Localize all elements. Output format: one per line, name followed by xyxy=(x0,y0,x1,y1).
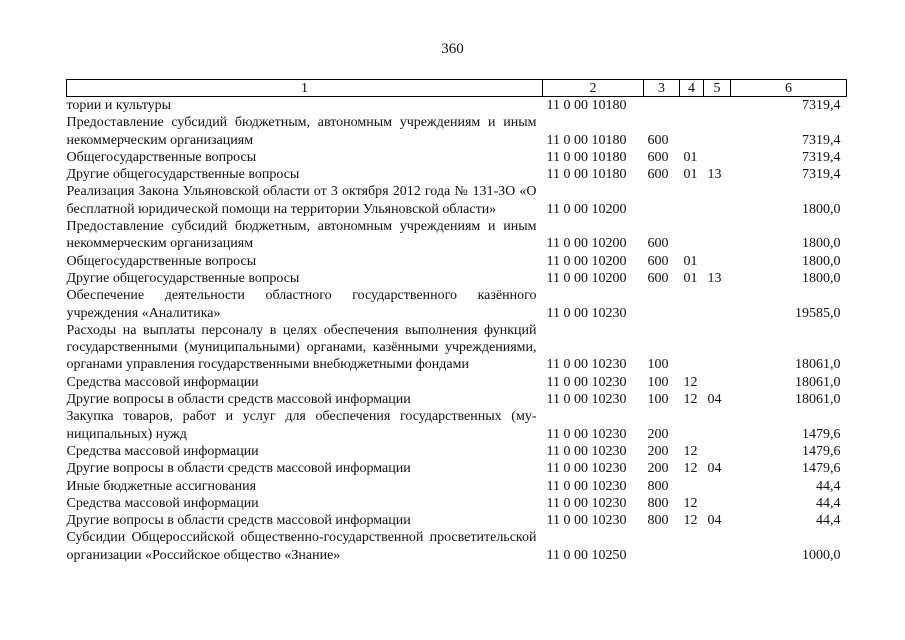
row-target-code: 11 0 00 10230 xyxy=(546,374,627,390)
row-amount: 1800,0 xyxy=(802,236,841,252)
row-name: Субсидии Общероссийской общественно-государственной просветительской организации «Российское общество «Знание» xyxy=(66,530,537,563)
row-subsection: 04 xyxy=(707,461,722,477)
row-name: Средства массовой информации xyxy=(66,495,259,511)
table-row xyxy=(67,391,847,408)
row-amount: 44,4 xyxy=(816,478,841,494)
row-section: 12 xyxy=(683,443,698,459)
row-name: Другие вопросы в области средств массовой информации xyxy=(66,461,411,477)
row-name: Предоставление субсидий бюджетным, автономным учреждениям и иным некоммерческим организациям xyxy=(66,219,537,252)
row-subsection xyxy=(704,322,731,374)
row-subsection xyxy=(704,253,731,270)
row-expense-type: 200 xyxy=(647,461,669,477)
table-row xyxy=(67,512,847,529)
row-section xyxy=(680,218,704,253)
row-section: 12 xyxy=(683,513,698,529)
row-name: Обеспечение деятельности областного государственного казённого учреждения «Аналитика» xyxy=(66,288,537,321)
row-expense-type: 600 xyxy=(647,132,669,148)
table-row xyxy=(67,218,847,253)
row-name: Реализация Закона Ульяновской области от 3 октября 2012 года № 131-ЗО «О бесплатной юридической помощи на территории Ульяновской области» xyxy=(66,184,537,217)
row-expense-type: 100 xyxy=(647,357,669,373)
table-row xyxy=(67,443,847,460)
row-name: Другие вопросы в области средств массовой информации xyxy=(66,392,411,408)
row-section xyxy=(680,529,704,564)
row-section xyxy=(680,97,704,115)
header-row xyxy=(67,80,847,97)
row-amount: 1479,6 xyxy=(802,443,841,459)
row-amount: 18061,0 xyxy=(795,392,841,408)
row-expense-type: 200 xyxy=(647,426,669,442)
table-row xyxy=(67,287,847,322)
row-target-code: 11 0 00 10230 xyxy=(546,357,627,373)
row-name: Общегосударственные вопросы xyxy=(66,149,257,165)
row-target-code: 11 0 00 10200 xyxy=(546,253,627,269)
row-amount: 1479,6 xyxy=(802,426,841,442)
row-amount: 1000,0 xyxy=(802,547,841,563)
row-expense-type: 600 xyxy=(647,270,669,286)
row-name: тории и культуры xyxy=(66,98,172,113)
row-amount: 1800,0 xyxy=(802,253,841,269)
row-subsection xyxy=(704,374,731,391)
row-target-code: 11 0 00 10180 xyxy=(546,132,627,148)
row-subsection xyxy=(704,114,731,149)
row-subsection xyxy=(704,495,731,512)
table-row xyxy=(67,460,847,477)
table-row xyxy=(67,270,847,287)
row-target-code: 11 0 00 10200 xyxy=(546,270,627,286)
row-expense-type: 800 xyxy=(647,495,669,511)
column-header-5: 5 xyxy=(704,80,731,97)
table-row xyxy=(67,97,847,115)
row-amount: 44,4 xyxy=(816,513,841,529)
row-expense-type: 100 xyxy=(647,374,669,390)
row-amount: 44,4 xyxy=(816,495,841,511)
table-body xyxy=(67,97,847,565)
row-target-code: 11 0 00 10230 xyxy=(546,461,627,477)
table-row xyxy=(67,253,847,270)
column-header-2: 2 xyxy=(543,80,644,97)
row-section xyxy=(680,287,704,322)
row-amount: 1479,6 xyxy=(802,461,841,477)
row-expense-type: 600 xyxy=(647,167,669,183)
table-row xyxy=(67,529,847,564)
row-subsection xyxy=(704,149,731,166)
table-row xyxy=(67,478,847,495)
row-section: 01 xyxy=(683,253,698,269)
row-amount: 7319,4 xyxy=(802,98,841,113)
row-name: Другие общегосударственные вопросы xyxy=(66,167,300,183)
row-amount: 1800,0 xyxy=(802,270,841,286)
row-target-code: 11 0 00 10180 xyxy=(546,98,627,113)
row-target-code: 11 0 00 10250 xyxy=(546,547,627,563)
row-target-code: 11 0 00 10180 xyxy=(546,167,627,183)
row-expense-type xyxy=(644,97,680,115)
row-amount: 19585,0 xyxy=(795,305,841,321)
row-amount: 7319,4 xyxy=(802,167,841,183)
row-target-code: 11 0 00 10200 xyxy=(546,236,627,252)
row-name: Другие вопросы в области средств массовой информации xyxy=(66,513,411,529)
row-name: Общегосударственные вопросы xyxy=(66,253,257,269)
row-expense-type: 200 xyxy=(647,443,669,459)
row-name: Средства массовой информации xyxy=(66,374,259,390)
row-amount: 7319,4 xyxy=(802,149,841,165)
row-target-code: 11 0 00 10230 xyxy=(546,443,627,459)
budget-table xyxy=(66,79,847,564)
row-subsection xyxy=(704,97,731,115)
row-target-code: 11 0 00 10230 xyxy=(546,392,627,408)
row-target-code: 11 0 00 10200 xyxy=(546,201,627,217)
row-subsection: 04 xyxy=(707,392,722,408)
row-amount: 18061,0 xyxy=(795,374,841,390)
column-header-3: 3 xyxy=(644,80,680,97)
row-name: Предоставление субсидий бюджетным, автономным учреждениям и иным некоммерческим организациям xyxy=(66,115,537,148)
row-subsection xyxy=(704,529,731,564)
column-header-6: 6 xyxy=(731,80,847,97)
row-section: 12 xyxy=(683,392,698,408)
row-name: Расходы на выплаты персоналу в целях обеспечения выполнения функций государственными (муниципальными) органами, казёнными учреждениями, органами управления государственными внебюджетными фондами xyxy=(66,322,537,373)
row-amount: 18061,0 xyxy=(795,357,841,373)
row-section xyxy=(680,322,704,374)
row-subsection xyxy=(704,408,731,443)
table-header xyxy=(67,80,847,97)
row-section: 01 xyxy=(683,270,698,286)
row-target-code: 11 0 00 10230 xyxy=(546,513,627,529)
row-subsection xyxy=(704,287,731,322)
row-amount: 1800,0 xyxy=(802,201,841,217)
row-section: 12 xyxy=(683,461,698,477)
row-subsection: 13 xyxy=(707,167,722,183)
column-header-4: 4 xyxy=(680,80,704,97)
row-expense-type: 100 xyxy=(647,392,669,408)
row-subsection xyxy=(704,443,731,460)
row-section xyxy=(680,114,704,149)
row-subsection xyxy=(704,218,731,253)
row-target-code: 11 0 00 10230 xyxy=(546,305,627,321)
column-header-1: 1 xyxy=(67,80,543,97)
table-row xyxy=(67,322,847,374)
row-section: 01 xyxy=(683,167,698,183)
row-target-code: 11 0 00 10180 xyxy=(546,149,627,165)
row-name: Другие общегосударственные вопросы xyxy=(66,270,300,286)
row-section: 01 xyxy=(683,149,698,165)
row-subsection: 04 xyxy=(707,513,722,529)
row-section xyxy=(680,408,704,443)
table-row xyxy=(67,114,847,149)
row-section xyxy=(680,478,704,495)
row-name: Средства массовой информации xyxy=(66,443,259,459)
row-expense-type: 600 xyxy=(647,149,669,165)
row-expense-type: 600 xyxy=(647,253,669,269)
row-section: 12 xyxy=(683,495,698,511)
row-amount: 7319,4 xyxy=(802,132,841,148)
row-target-code: 11 0 00 10230 xyxy=(546,426,627,442)
row-subsection: 13 xyxy=(707,270,722,286)
row-expense-type: 800 xyxy=(647,513,669,529)
row-target-code: 11 0 00 10230 xyxy=(546,478,627,494)
table-row xyxy=(67,183,847,218)
table-row xyxy=(67,408,847,443)
row-expense-type xyxy=(644,183,680,218)
table-row xyxy=(67,149,847,166)
table-row xyxy=(67,495,847,512)
table-row xyxy=(67,374,847,391)
row-name: Иные бюджетные ассигнования xyxy=(66,478,257,494)
row-subsection xyxy=(704,478,731,495)
row-name: Закупка товаров, работ и услуг для обеспечения государственных (муниципальных) нужд xyxy=(66,409,537,442)
row-expense-type xyxy=(644,287,680,322)
row-section xyxy=(680,183,704,218)
row-expense-type: 800 xyxy=(647,478,669,494)
row-target-code: 11 0 00 10230 xyxy=(546,495,627,511)
row-expense-type: 600 xyxy=(647,236,669,252)
table-row xyxy=(67,166,847,183)
row-subsection xyxy=(704,183,731,218)
row-section: 12 xyxy=(683,374,698,390)
row-expense-type xyxy=(644,529,680,564)
page-number: 360 xyxy=(441,41,464,57)
